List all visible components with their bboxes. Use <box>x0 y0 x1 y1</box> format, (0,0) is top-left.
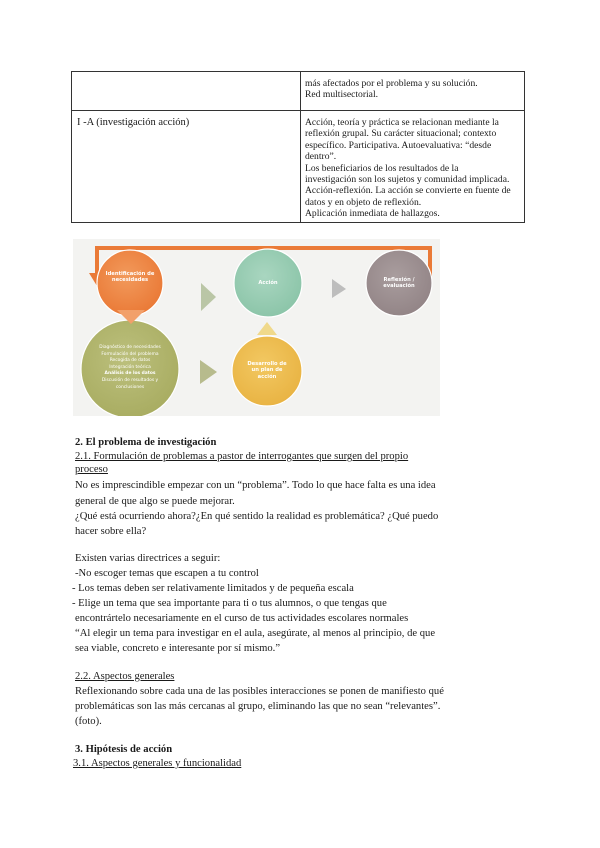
cell-line: Acción, teoría y práctica se relacionan mediante la <box>305 117 499 128</box>
arrow-right-1 <box>201 283 216 311</box>
arrow-right-2 <box>332 279 346 298</box>
paragraph-line: hacer sobre ella? <box>75 526 147 537</box>
cell-line: datos y en objeto de reflexión. <box>305 196 422 208</box>
directrices-intro: Existen varias directrices a seguir: <box>75 553 221 564</box>
table-row <box>72 111 525 223</box>
table-cell <box>301 72 525 111</box>
paragraph-line: No es imprescindible empezar con un “problema”. Todo lo que hace falta es una idea <box>75 480 436 491</box>
cell-line: Los beneficiarios de los resultados de la <box>305 162 459 174</box>
table-cell <box>72 72 301 111</box>
directriz-item: - Los temas deben ser relativamente limitados y de pequeña escala <box>72 583 354 594</box>
cell-line: más afectados por el problema y su solución. <box>305 78 478 89</box>
diagnostico-item: Diagnóstico de necesidades <box>99 345 161 350</box>
quote-line: sea viable, concreto e interesante por sí mismo.” <box>75 643 281 654</box>
diagnostico-item: Integración teórica <box>109 364 151 370</box>
table-cell <box>301 111 525 223</box>
arrow-up <box>257 322 277 335</box>
cell-line: Aplicación inmediata de hallazgos. <box>305 208 440 220</box>
section-2-1-heading: 2.1. Formulación de problemas a pastor de interrogantes que surgen del propio <box>75 451 409 462</box>
label-identificacion: Identificación de necesidades <box>105 271 155 284</box>
section-2-heading: 2. El problema de investigación <box>75 437 217 448</box>
paragraph-line: (foto). <box>75 716 102 727</box>
arrow-right-3 <box>200 360 217 384</box>
section-2-2-heading: 2.2. Aspectos generales <box>75 671 175 682</box>
cell-line: investigación son los sujetos y comunidad implicada. <box>305 174 510 186</box>
comparison-table <box>71 71 525 223</box>
paragraph-line: problemáticas son las más cercanas al grupo, eliminando las que no sean “relevantes”. <box>75 701 441 712</box>
cell-line: específico. Participativa. Autoevaluativa: “desde <box>305 139 492 151</box>
diagnostico-item: Formulación del problema <box>101 351 159 357</box>
table-cell-method: I -A (investigación acción) <box>72 111 301 223</box>
cell-line: reflexión grupal. Su carácter situacional; contexto <box>305 128 497 140</box>
directriz-item: - Elige un tema que sea importante para ti o tus alumnos, o que tengas que <box>72 598 387 609</box>
table-row <box>72 72 525 111</box>
action-research-cycle-diagram <box>73 239 440 416</box>
paragraph-line: general de que algo se puede mejorar. <box>75 496 235 507</box>
paragraph-line: Reflexionando sobre cada una de las posibles interacciones se ponen de manifiesto qué <box>75 686 444 697</box>
diagnostico-item: Análisis de los datos <box>104 371 156 377</box>
diagnostico-item: Recogida de datos <box>109 358 151 364</box>
section-3-1-heading: 3.1. Aspectos generales y funcionalidad <box>73 758 242 769</box>
label-diagnostico-list <box>87 345 173 391</box>
cell-line: Red multisectorial. <box>305 89 379 101</box>
section-2-1-heading-cont: proceso <box>75 464 108 475</box>
diagnostico-item: Discusión de resultados y <box>101 377 159 383</box>
directriz-item: encontrártelo necesariamente en el curso de tus actividades escolares normales <box>75 613 409 624</box>
section-3-heading: 3. Hipótesis de acción <box>75 744 173 755</box>
quote-line: “Al elegir un tema para investigar en el aula, asegúrate, al menos al principio, de que <box>75 628 436 639</box>
label-accion: Acción <box>258 280 278 286</box>
label-desarrollo: Desarrollo de un plan de acción <box>247 361 287 380</box>
diagnostico-item: conclusiones <box>115 384 145 390</box>
label-reflexion: Reflexión / evaluación <box>383 277 415 290</box>
cell-line: Acción-reflexión. La acción se convierte en fuente de <box>305 185 511 197</box>
paragraph-line: ¿Qué está ocurriendo ahora?¿En qué sentido la realidad es problemática? ¿Qué puedo <box>75 511 439 522</box>
directriz-item: -No escoger temas que escapen a tu control <box>75 568 259 579</box>
cell-line: dentro”. <box>305 151 337 163</box>
